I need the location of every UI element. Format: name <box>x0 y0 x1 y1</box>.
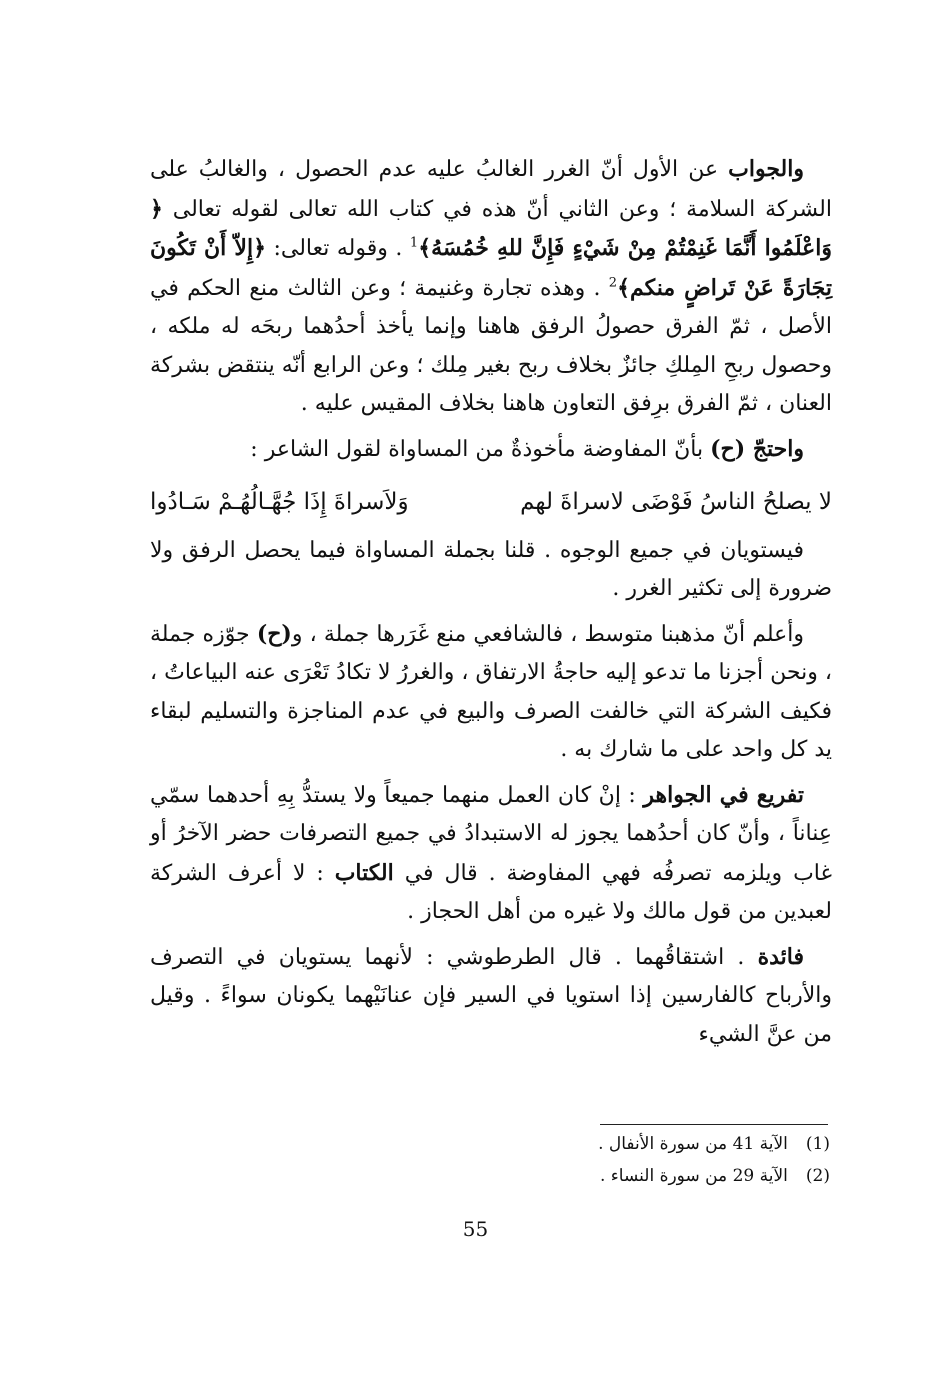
verse-first-hemistich: لا يصلحُ الناسُ فَوْضَى لاسراةَ لهم <box>520 489 832 515</box>
paragraph-lead: واحتجّ (ح) <box>710 435 804 462</box>
paragraph-text: . اشتقاقُهما . قال الطرطوشي : لأنهما يستويان في التصرف والأرباح كالفارسين إذا استويا في السير فإن عنانَيْهما يكونان سواءً . وقيل من عنَّ الشيء <box>150 944 832 1047</box>
paragraph-text: . وقوله تعالى: <box>273 236 403 261</box>
page-number: 55 <box>462 1217 489 1241</box>
footnote-item <box>540 1128 830 1160</box>
hanafi-marker: (ح) <box>256 620 292 647</box>
paragraph-lead: تفريع في الجواهر <box>643 781 804 808</box>
footnote-number: (2) <box>805 1166 830 1186</box>
paragraph-lead: والجواب <box>728 156 804 182</box>
book-reference: الكتاب <box>334 859 394 886</box>
paragraph-text: : إنْ كان العمل منهما جميعاً ولا يستدُّ بِهِ أحدهما سمّي عِناناً ، وأنّ كان أحدُهما يجوز له الاستبدادُ في جميع التصرفات حضر الآخرُ أو غاب ويلزمه تصرفُه فهي المفاوضة . قال في <box>150 782 833 886</box>
paragraph-text: : لا أعرف الشركة لعبدين من قول مالك ولا غيره من أهل الحجاز . <box>150 860 832 924</box>
paragraph-text: . وهذه تجارة وغنيمة ؛ وعن الثالث منع الحكم في الأصل ، ثمّ الفرق حصولُ الرفق هاهنا وإنما يأخذ أحدُهما ربحَه له ملكه ، وحصول ربحِ المِلكِ جائزٌ بخلاف ربح بغير مِلك ؛ وعن الرابع أنّه ينتقض بشركة العنان ، ثمّ الفرق برِفق التعاون هاهنا بخلاف المقيس عليه . <box>150 275 832 416</box>
paragraph-text: بأنّ المفاوضة مأخوذةٌ من المساواة لقول الشاعر : <box>250 436 704 462</box>
footnotes <box>540 1128 830 1192</box>
paragraph-lead: فائدة <box>757 943 804 970</box>
footnote-divider <box>600 1124 828 1125</box>
paragraph-benefit <box>150 938 832 1055</box>
paragraph-text: جوّزه جملة ، ونحن أجزنا ما تدعو إليه حاجةُ الارتفاق ، والغررُ لا تكادُ تَعْرَى عنه البياعاتُ ، فكيف الشركة التي خالفت الصرف والبيع في عدم المناجزة والتسليم لبقاء يد كل واحد على ما شارك به . <box>150 621 832 762</box>
quran-quote: ﴿ وَاعْلَمُوا أَنَّمَا غَنِمْتُمْ مِنْ شَيْءٍ فَإِنَّ للهِ خُمُسَهُ﴾ <box>150 195 832 261</box>
footnote-ref: 1 <box>409 235 419 251</box>
footnote-item <box>540 1160 830 1192</box>
paragraph-argument <box>150 430 832 470</box>
paragraph-madhhab <box>150 615 832 770</box>
footnote-number: (1) <box>805 1134 830 1154</box>
paragraph-text: عن الأول أنّ الغرر الغالبُ عليه عدم الحصول ، والغالبُ على الشركة السلامة ؛ وعن الثاني أنّ هذه في كتاب الله تعالى لقوله تعالى <box>150 157 832 222</box>
paragraph-text: وأعلم أنّ مذهبنا متوسط ، فالشافعي منع غَرَرها جملة ، و <box>291 621 804 647</box>
paragraph-branch <box>150 776 832 932</box>
verse-second-hemistich: وَلاَسراةَ إِذَا جُهَّـالُهُـمْ سَـادُوا <box>150 489 409 515</box>
footnote-text: الآية 41 من سورة الأنفال . <box>598 1134 788 1154</box>
paragraph-equality <box>150 532 832 609</box>
poetry-verse <box>150 483 832 522</box>
quran-quote: ﴿إِلاّ أَنْ تَكُونَ تِجَارَةً عَنْ تَراضٍ منكم﴾ <box>150 235 832 301</box>
footnote-ref: 2 <box>608 275 618 291</box>
paragraph-text: فيستويان في جميع الوجوه . قلنا بجملة المساواة فيما يحصل الرفق ولا ضرورة إلى تكثير الغرر . <box>150 537 832 601</box>
page-body <box>150 150 832 1060</box>
footnote-text: الآية 29 من سورة النساء . <box>599 1166 788 1186</box>
paragraph-answer <box>150 150 832 424</box>
